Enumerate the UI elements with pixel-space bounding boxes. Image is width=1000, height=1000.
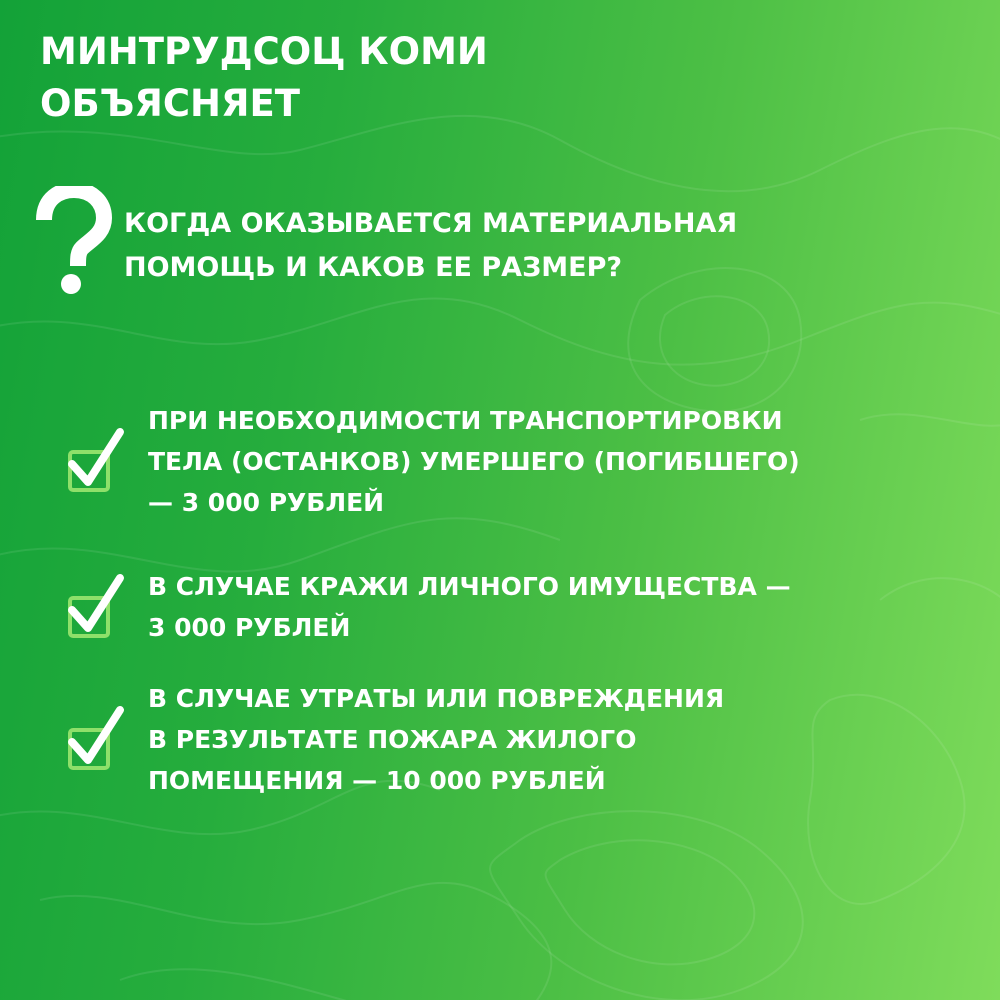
checkmark-icon <box>64 702 136 774</box>
list-item-line: ПОМЕЩЕНИЯ — 10 000 РУБЛЕЙ <box>148 766 606 795</box>
checkmark-icon <box>64 424 136 496</box>
list-item-line: В СЛУЧАЕ УТРАТЫ ИЛИ ПОВРЕЖДЕНИЯ <box>148 684 725 713</box>
question-text-line: ПОМОЩЬ И КАКОВ ЕЕ РАЗМЕР? <box>124 252 623 283</box>
list-item-text <box>148 566 948 648</box>
question-text <box>124 202 984 290</box>
header-title-line: МИНТРУДСОЦ КОМИ <box>40 30 488 73</box>
list-item-line: ПРИ НЕОБХОДИМОСТИ ТРАНСПОРТИРОВКИ <box>148 406 783 435</box>
header-title <box>40 26 640 130</box>
list-item-text <box>148 678 948 801</box>
question-mark-icon <box>34 186 114 296</box>
checkmark-icon <box>64 570 136 642</box>
list-item-line: В СЛУЧАЕ КРАЖИ ЛИЧНОГО ИМУЩЕСТВА — <box>148 572 791 601</box>
list-item-line: В РЕЗУЛЬТАТЕ ПОЖАРА ЖИЛОГО <box>148 725 637 754</box>
list-item-line: ТЕЛА (ОСТАНКОВ) УМЕРШЕГО (ПОГИБШЕГО) <box>148 447 800 476</box>
question-text-line: КОГДА ОКАЗЫВАЕТСЯ МАТЕРИАЛЬНАЯ <box>124 208 738 239</box>
header-title-line: ОБЪЯСНЯЕТ <box>40 82 301 125</box>
list-item-line: — 3 000 РУБЛЕЙ <box>148 488 385 517</box>
list-item-line: 3 000 РУБЛЕЙ <box>148 613 351 642</box>
list-item-text <box>148 400 948 523</box>
